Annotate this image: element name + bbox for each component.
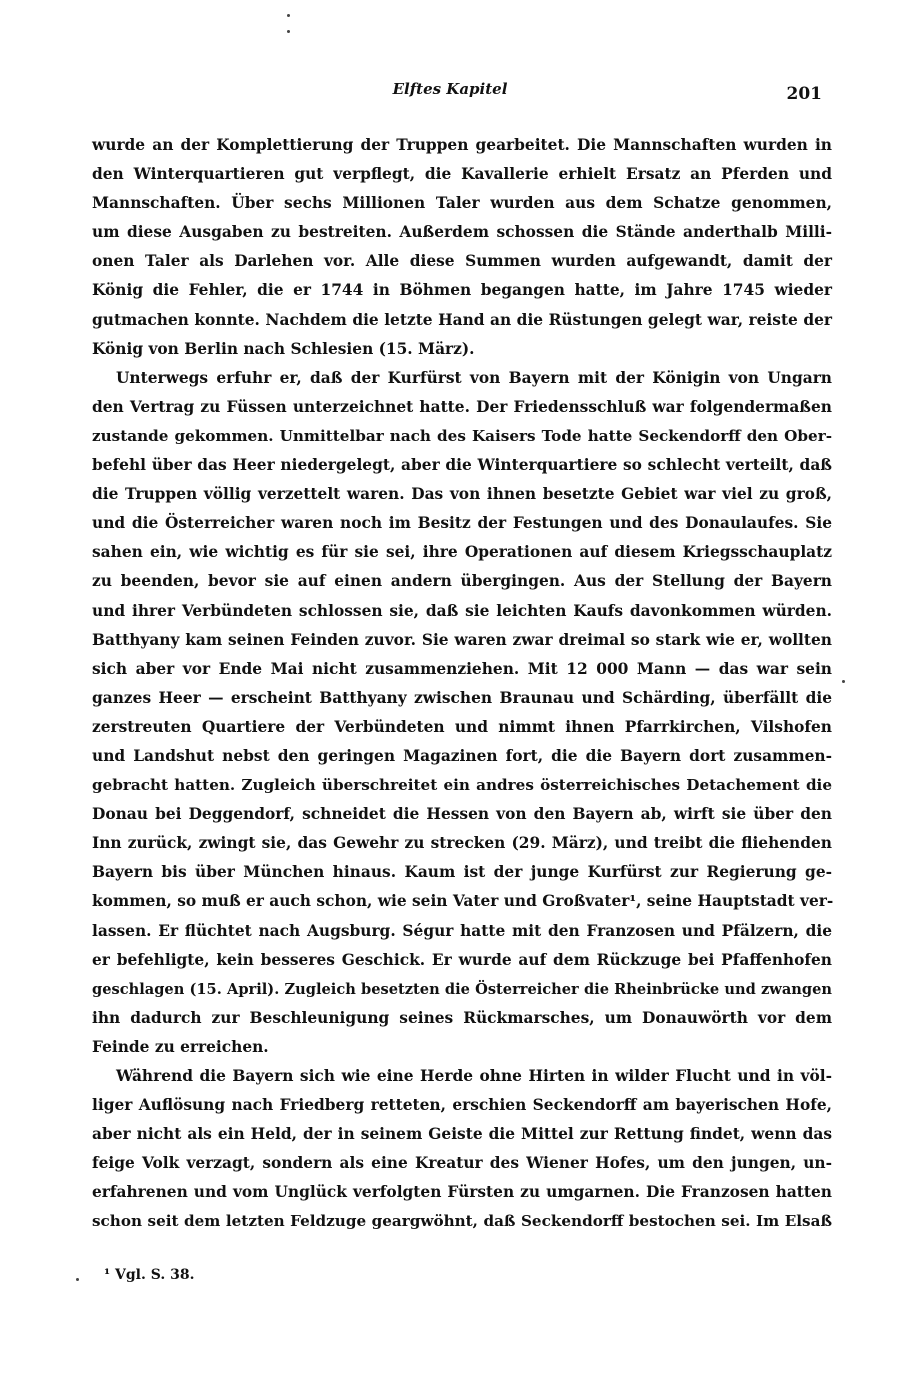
text-line: gutmachen konnte. Nachdem die letzte Hand an die Rüstungen gelegt war, reiste der bbox=[92, 310, 832, 329]
body-text bbox=[92, 131, 832, 1237]
text-line: befehl über das Heer niedergelegt, aber die Winterquartiere so schlecht verteilt, daß bbox=[92, 456, 832, 475]
text-line: geschlagen (15. April). Zugleich besetzten die Österreicher die Rheinbrücke und zwangen bbox=[92, 980, 832, 998]
text-line: kommen, so muß er auch schon, wie sein Vater und Großvater¹, seine Hauptstadt ver- bbox=[92, 892, 834, 911]
text-line: um diese Ausgaben zu bestreiten. Außerdem schossen die Stände anderthalb Milli- bbox=[92, 223, 832, 242]
text-line: ihn dadurch zur Beschleunigung seines Rückmarsches, um Donauwörth vor dem bbox=[92, 1008, 832, 1027]
text-line: er befehligte, kein besseres Geschick. Er wurde auf dem Rückzuge bei Pfaffenhofen bbox=[92, 950, 832, 969]
text-line: Inn zurück, zwingt sie, das Gewehr zu strecken (29. März), und treibt die fliehenden bbox=[92, 834, 832, 853]
scan-speck bbox=[842, 680, 845, 683]
text-line: ganzes Heer — erscheint Batthyany zwischen Braunau und Schärding, überfällt die bbox=[92, 688, 832, 707]
text-line: schon seit dem letzten Feldzuge geargwöhnt, daß Seckendorff bestochen sei. Im Elsaß bbox=[92, 1212, 832, 1231]
text-line: Mannschaften. Über sechs Millionen Taler wurden aus dem Schatze genommen, bbox=[92, 194, 832, 213]
text-line: wurde an der Komplettierung der Truppen gearbeitet. Die Mannschaften wurden in bbox=[92, 136, 832, 154]
footnote: ¹ Vgl. S. 38. bbox=[104, 1267, 195, 1283]
page-header bbox=[0, 80, 900, 110]
text-line: Bayern bis über München hinaus. Kaum ist der junge Kurfürst zur Regierung ge- bbox=[92, 863, 832, 882]
text-line: aber nicht als ein Held, der in seinem Geiste die Mittel zur Rettung findet, wenn das bbox=[92, 1125, 832, 1144]
text-line: den Vertrag zu Füssen unterzeichnet hatte. Der Friedensschluß war folgendermaßen bbox=[92, 397, 832, 416]
text-line: die Truppen völlig verzettelt waren. Das von ihnen besetzte Gebiet war viel zu groß, bbox=[92, 485, 832, 504]
running-title: Elftes Kapitel bbox=[392, 80, 508, 98]
text-line: lassen. Er flüchtet nach Augsburg. Ségur hatte mit den Franzosen und Pfälzern, die bbox=[92, 921, 832, 940]
text-line: onen Taler als Darlehen vor. Alle diese Summen wurden aufgewandt, damit der bbox=[92, 252, 832, 271]
text-line: gebracht hatten. Zugleich überschreitet ein andres österreichisches Detachement die bbox=[92, 776, 832, 795]
scan-speck bbox=[287, 30, 290, 33]
text-line: Feinde zu erreichen. bbox=[92, 1037, 269, 1056]
text-line: und ihrer Verbündeten schlossen sie, daß sie leichten Kaufs davonkommen würden. bbox=[92, 601, 832, 620]
text-line: zustande gekommen. Unmittelbar nach des Kaisers Tode hatte Seckendorff den Ober- bbox=[92, 426, 832, 445]
text-line: liger Auflösung nach Friedberg retteten, erschien Seckendorff am bayerischen Hofe, bbox=[92, 1096, 832, 1115]
text-line: Donau bei Deggendorf, schneidet die Hessen von den Bayern ab, wirft sie über den bbox=[92, 805, 832, 824]
scan-speck bbox=[287, 14, 290, 17]
text-line: und die Österreicher waren noch im Besitz der Festungen und des Donaulaufes. Sie bbox=[92, 514, 832, 533]
text-line: zu beenden, bevor sie auf einen andern übergingen. Aus der Stellung der Bayern bbox=[92, 572, 832, 591]
text-line: und Landshut nebst den geringen Magazinen fort, die die Bayern dort zusammen- bbox=[92, 746, 832, 765]
text-line: zerstreuten Quartiere der Verbündeten und nimmt ihnen Pfarrkirchen, Vilshofen bbox=[92, 717, 832, 736]
text-line: sahen ein, wie wichtig es für sie sei, ihre Operationen auf diesem Kriegsschauplatz bbox=[92, 543, 832, 562]
text-line: erfahrenen und vom Unglück verfolgten Fürsten zu umgarnen. Die Franzosen hatten bbox=[92, 1183, 832, 1202]
text-line: König von Berlin nach Schlesien (15. März). bbox=[92, 339, 475, 358]
text-line: Unterwegs erfuhr er, daß der Kurfürst von Bayern mit der Königin von Ungarn bbox=[116, 368, 832, 387]
text-line: den Winterquartieren gut verpflegt, die Kavallerie erhielt Ersatz an Pferden und bbox=[92, 165, 832, 184]
text-line: König die Fehler, die er 1744 in Böhmen begangen hatte, im Jahre 1745 wieder bbox=[92, 281, 832, 300]
text-line: Während die Bayern sich wie eine Herde ohne Hirten in wilder Flucht und in völ- bbox=[116, 1067, 832, 1085]
text-line: Batthyany kam seinen Feinden zuvor. Sie waren zwar dreimal so stark wie er, wollten bbox=[92, 630, 832, 649]
text-line: feige Volk verzagt, sondern als eine Kreatur des Wiener Hofes, um den jungen, un- bbox=[92, 1154, 832, 1173]
page-number: 201 bbox=[786, 84, 822, 104]
text-line: sich aber vor Ende Mai nicht zusammenziehen. Mit 12 000 Mann — das war sein bbox=[92, 659, 832, 678]
scan-speck bbox=[76, 1278, 79, 1281]
